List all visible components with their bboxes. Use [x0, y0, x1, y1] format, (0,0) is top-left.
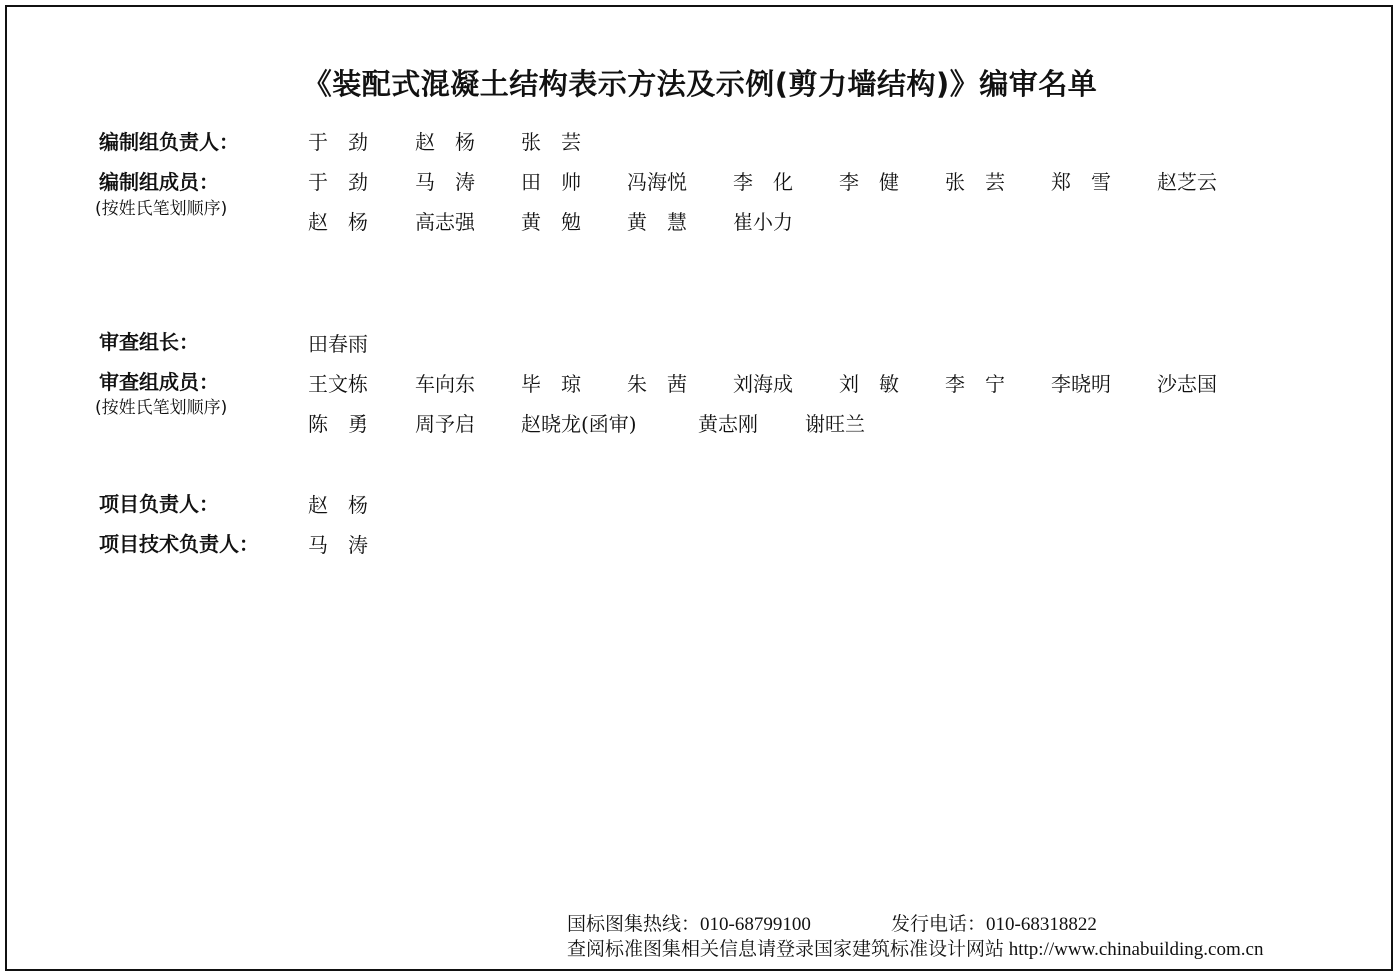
person-name: 李晓明 — [1051, 372, 1111, 396]
person-name: 王文栋 — [308, 372, 368, 396]
compile-lead-names — [308, 126, 1308, 154]
person-name: 毕 琼 — [521, 372, 581, 396]
compile-members-note: (按姓氏笔划顺序) — [95, 199, 228, 219]
compile-members-row-1 — [308, 166, 1308, 194]
review-members-row-2 — [308, 408, 1308, 436]
person-name: 陈 勇 — [308, 412, 368, 436]
person-name: 于 劲 — [308, 130, 368, 154]
person-name: 李 健 — [839, 170, 899, 194]
compile-members-row-2 — [308, 206, 1308, 234]
person-name: 高志强 — [415, 210, 475, 234]
person-name: 刘海成 — [733, 372, 793, 396]
project-lead-label: 项目负责人： — [99, 492, 219, 516]
person-name: 马 涛 — [415, 170, 475, 194]
person-name: 张 芸 — [521, 130, 581, 154]
review-lead-names — [308, 328, 908, 356]
person-name: 周予启 — [415, 412, 475, 436]
person-name: 郑 雪 — [1051, 170, 1111, 194]
person-name: 赵 杨 — [415, 130, 475, 154]
person-name: 马 涛 — [308, 533, 368, 557]
page-title: 《装配式混凝土结构表示方法及示例(剪力墙结构)》编审名单 — [302, 67, 1098, 101]
person-name: 赵晓龙(函审) — [521, 412, 637, 436]
project-lead-names — [308, 489, 908, 517]
person-name: 赵芝云 — [1157, 170, 1217, 194]
footer-website: 查阅标准图集相关信息请登录国家建筑标准设计网站 http://www.chinabuilding.com.cn — [567, 939, 1264, 960]
footer-hotline: 国标图集热线：010-68799100 — [567, 914, 811, 935]
compile-members-label: 编制组成员： — [99, 170, 219, 194]
person-name: 崔小力 — [733, 210, 793, 234]
person-name: 黄 勉 — [521, 210, 581, 234]
project-tech-lead-names — [308, 529, 908, 557]
person-name: 张 芸 — [945, 170, 1005, 194]
person-name: 李 化 — [733, 170, 793, 194]
footer-sales-phone: 发行电话：010-68318822 — [891, 914, 1097, 935]
person-name: 刘 敏 — [839, 372, 899, 396]
person-name: 黄 慧 — [627, 210, 687, 234]
person-name: 车向东 — [415, 372, 475, 396]
person-name: 赵 杨 — [308, 210, 368, 234]
person-name: 李 宁 — [945, 372, 1005, 396]
person-name: 谢旺兰 — [805, 412, 865, 436]
person-name: 冯海悦 — [627, 170, 687, 194]
person-name: 赵 杨 — [308, 493, 368, 517]
project-tech-lead-label: 项目技术负责人： — [99, 532, 259, 556]
person-name: 田春雨 — [308, 332, 368, 356]
person-name: 田 帅 — [521, 170, 581, 194]
person-name: 于 劲 — [308, 170, 368, 194]
review-members-row-1 — [308, 368, 1308, 396]
review-members-note: (按姓氏笔划顺序) — [95, 398, 228, 418]
review-members-label: 审查组成员： — [99, 370, 219, 394]
person-name: 朱 茜 — [627, 372, 687, 396]
person-name: 黄志刚 — [698, 412, 758, 436]
review-lead-label: 审查组长： — [99, 330, 199, 354]
person-name: 沙志国 — [1157, 372, 1217, 396]
compile-lead-label: 编制组负责人： — [99, 130, 239, 154]
